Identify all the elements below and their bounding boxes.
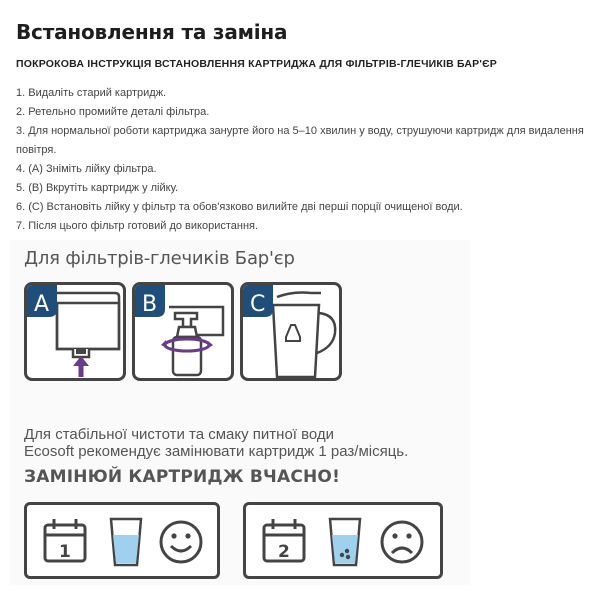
clean-water-glass-icon [111,519,141,565]
replacement-advice [24,426,408,460]
month-two-panel [243,502,443,579]
step-badge-label: C [250,292,266,317]
calendar-number: 2 [278,542,290,562]
smile-face-icon [161,522,201,562]
illustration-heading: Для фільтрів-глечиків Бар'єр [24,248,295,269]
calendar-icon [45,519,85,562]
step-item: 4. (A) Зніміть лійку фільтра. [16,163,157,175]
step-item: 1. Видаліть старий картридж. [16,87,167,99]
screw-cartridge-icon [135,285,234,381]
calendar-number: 1 [59,542,71,562]
advice-line: Ecosoft рекомендує замінювати картридж 1 раз/місяць. [24,443,409,460]
frown-face-icon [382,522,422,562]
remove-funnel-icon [27,285,126,381]
step-item: 3. Для нормальної роботи картриджа занурте його на 5–10 хвилин у воду, струшуючи картридж для видалення повітря. [16,125,584,156]
page-title: Встановлення та заміна [16,20,288,44]
step-badge-label: B [142,292,158,317]
replace-slogan: ЗАМІНЮЙ КАРТРИДЖ ВЧАСНО! [24,467,341,487]
installation-illustration [10,240,470,585]
step-badge-label: A [34,292,50,317]
step-item: 2. Ретельно промийте деталі фільтра. [16,106,210,118]
instruction-subtitle: ПОКРОКОВА ІНСТРУКЦІЯ ВСТАНОВЛЕННЯ КАРТРИДЖА ДЛЯ ФІЛЬТРІВ-ГЛЕЧИКІВ БАР'ЄР [16,58,497,70]
step-a-panel [24,282,126,381]
step-b-panel [132,282,234,381]
month-one-panel [24,502,220,579]
step-item: 7. Після цього фільтр готовий до використання. [16,220,259,232]
step-item: 5. (B) Вкрутіть картридж у лійку. [16,182,179,194]
step-item: 6. (C) Встановіть лійку у фільтр та обов'язково вилийте дві перші порції очищеної води. [16,201,463,213]
dirty-water-glass-icon [330,519,360,565]
advice-line: Для стабільної чистоти та смаку питної води [24,426,335,443]
install-funnel-icon [243,285,342,381]
calendar-icon [264,519,304,562]
step-c-panel [240,282,342,381]
instruction-steps [16,84,584,236]
